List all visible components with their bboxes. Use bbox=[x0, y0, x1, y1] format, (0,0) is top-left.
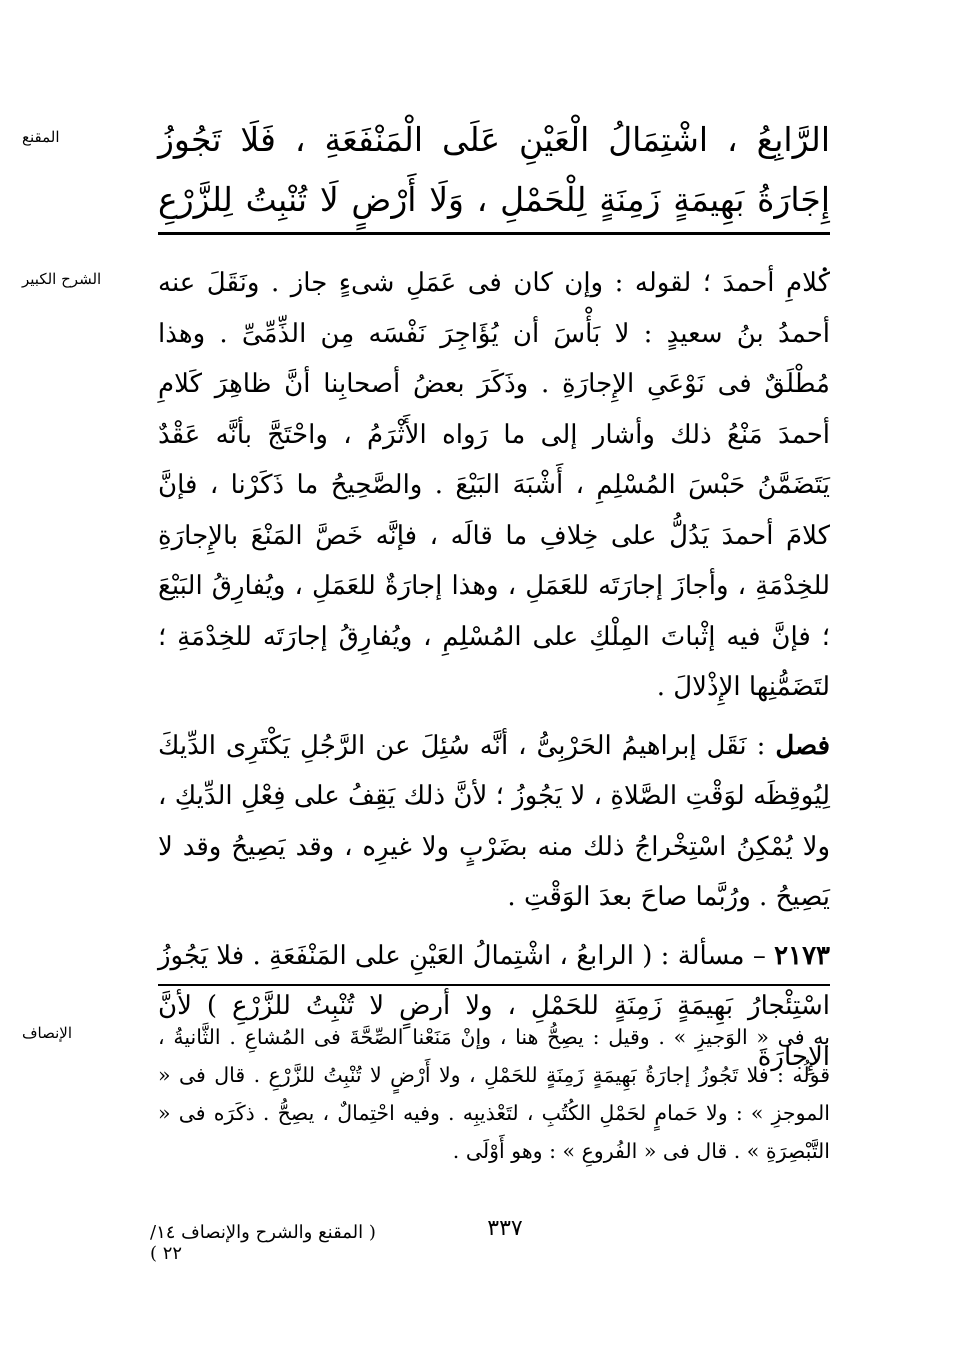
insaf-text: به فى « الوَجيزِ » . وقيل : يصِحُّ هنا ، وإنْ مَنَعْنا الصِّحَّةَ فى المُشاعِ . الثَّانيةُ ، قولُه : فلا تَجُوزُ إجارَةُ بَهِيمَةٍ زَمِنَةٍ للحَمْلِ ، ولا أَرْضٍ لا تُنْبِتُ للزَّرْعِ . قال فى « الموجزِ » : ولا حَمامٍ لحَمْلِ الكُتُبِ ، لتَعْذيبِه . وفيه احْتِمالٌ ، يصِحُّ . ذكَرَه فى « التَّبْصِرَةِ » . قال فى « الفُروعِ » : وهو أَوْلَى . bbox=[158, 1025, 830, 1163]
masala-number: ٢١٧٣ bbox=[774, 940, 830, 971]
sharh-paragraph-fasl bbox=[158, 721, 830, 923]
rule-insaf-separator bbox=[158, 984, 830, 986]
masala-text: – مسألة : ( الرابعُ ، اشْتِمالُ العَيْنِ على المَنْفَعَةِ . فلا يَجُوزُ اسْتِئْجارُ بَهِيمَةٍ زَمِنَةٍ للحَمْلِ ، ولا أرضٍ لا تُنْبِتُ للزَّرْعِ ) لأنَّ الإِجارَةَ bbox=[158, 940, 830, 1072]
label-muqni: المقنع bbox=[22, 128, 60, 146]
muqni-text: الرَّابِعُ ، اشْتِمَالُ الْعَيْنِ عَلَى الْمَنْفَعَةِ ، فَلَا تَجُوزُ إِجَارَةُ بَهِيمَةٍ زَمِنَةٍ لِلْحَمْلِ ، وَلَا أَرْضٍ لَا تُنْبِتُ لِلزَّرْعِ . bbox=[158, 120, 830, 279]
sharh-body bbox=[158, 258, 830, 1082]
fasl-heading: فصل bbox=[775, 730, 830, 761]
source-reference: ( المقنع والشرح والإنصاف ١٤/ ٢٢ ) bbox=[150, 1222, 376, 1264]
fasl-text: : نَقَل إبراهيمُ الحَرْبِىُّ ، أنَّه سُئِلَ عن الرَّجُلِ يَكْتَرِى الدِّيكَ لِيُوقِظَه لوَقْتِ الصَّلاةِ ، لا يَجُوزُ ؛ لأنَّ ذلك يَقِفُ على فِعْلِ الدِّيكِ ، ولا يُمْكِنُ اسْتِخْراجُ ذلك منه بضَرْبٍ ولا غيرِه ، وقد يَصِيحُ وقد لا يَصِيحُ . ورُبَّما صاحَ بعدَ الوَقْتِ . bbox=[158, 730, 830, 912]
page-number: ٣٣٧ bbox=[487, 1216, 523, 1241]
label-sharh: الشرح الكبير bbox=[22, 270, 102, 288]
rule-muqni-separator bbox=[158, 232, 830, 235]
sharh-paragraph-1: كلامِ أحمدَ ؛ لقوله : وإن كان فى عَمَلِ شىءٍ جاز . ونَقَلَ عنه أحمدُ بنُ سعيدٍ : لا بَأْسَ أن يُؤَاجِرَ نَفْسَه مِن الذِّمِّىِّ . وهذا مُطْلَقٌ فى نَوْعَىِ الإِجارَةِ . وذَكَرَ بعضُ أصحابِنا أنَّ ظاهِرَ كَلامِ أحمدَ مَنْعُ ذلك وأشار إلى ما رَواه الأَثْرَمُ ، واحْتَجَّ بأنَّه عَقْدٌ يَتَضَمَّنُ حَبْسَ المُسْلِمِ ، أَشْبَهَ البَيْعَ . والصَّحِيحُ ما ذَكَرْنا ، فإنَّ كلامَ أحمدَ يَدُلُّ على خِلافِ ما قالَه ، فإنَّه خَصَّ المَنْعَ بالإِجارَةِ للخِدْمَةِ ، وأجازَ إجارَتَه للعَمَلِ ، وهذا إجارَةٌ للعَمَلِ ، ويُفارِقُ البَيْعَ ؛ فإنَّ فيه إثْباتَ المِلْكِ على المُسْلِمِ ، ويُفارِقُ إجارَتَه للخِدْمَةِ ؛ لتَضَمُّنِها الإِذْلالَ . bbox=[158, 268, 830, 702]
label-insaf: الإنصاف bbox=[22, 1024, 73, 1042]
